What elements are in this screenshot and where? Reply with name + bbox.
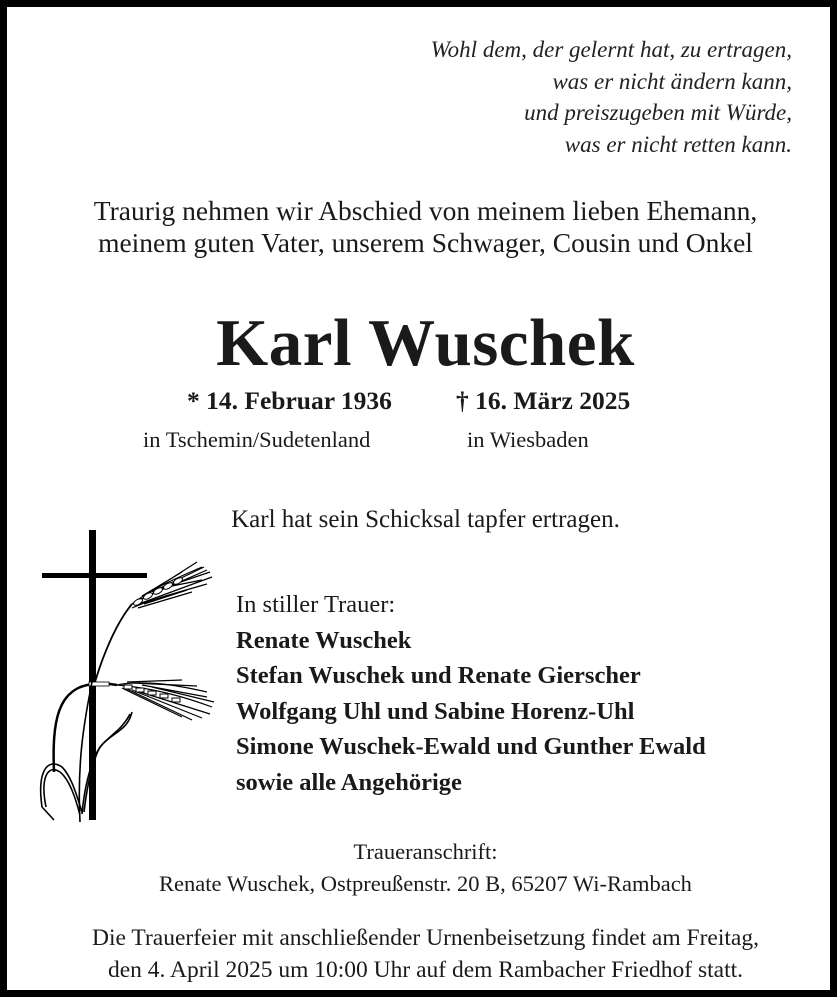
quote-line: was er nicht retten kann.	[564, 131, 792, 157]
quote-line: was er nicht ändern kann,	[552, 68, 792, 94]
intro-line: meinem guten Vater, unserem Schwager, Cousin und Onkel	[98, 227, 753, 258]
address-value: Renate Wuschek, Ostpreußenstr. 20 B, 65207 Wi-Rambach	[159, 871, 692, 896]
mourner-name: Wolfgang Uhl und Sabine Horenz-Uhl	[236, 697, 635, 725]
birth-date: * 14. Februar 1936	[187, 386, 392, 415]
cross-with-wheat-icon	[32, 522, 222, 822]
mourners-block	[236, 587, 706, 801]
quote-line: Wohl dem, der gelernt hat, zu ertragen,	[430, 37, 792, 62]
mourner-name: Stefan Wuschek und Renate Gierscher	[236, 662, 641, 690]
mourners-heading: In stiller Trauer:	[236, 591, 396, 618]
birth-place: in Tschemin/Sudetenland	[143, 427, 371, 452]
mourning-address	[7, 836, 837, 900]
death-date: † 16. März 2025	[456, 386, 631, 415]
ceremony-line: Die Trauerfeier mit anschließender Urnenbeisetzung findet am Freitag,	[92, 925, 759, 951]
intro-text	[7, 195, 837, 259]
address-label: Traueranschrift:	[353, 839, 498, 864]
ceremony-line: den 4. April 2025 um 10:00 Uhr auf dem Rambacher Friedhof statt.	[107, 957, 744, 983]
mourner-name: Simone Wuschek-Ewald und Gunther Ewald	[236, 733, 706, 761]
deceased-name: Karl Wuschek	[216, 306, 635, 380]
intro-line: Traurig nehmen wir Abschied von meinem lieben Ehemann,	[93, 195, 758, 226]
mourner-name: sowie alle Angehörige	[236, 768, 462, 796]
quote-line: und preiszugeben mit Würde,	[524, 100, 792, 126]
quote-block	[431, 34, 792, 160]
ceremony-info	[7, 922, 837, 986]
death-place: in Wiesbaden	[467, 427, 589, 452]
motto: Karl hat sein Schicksal tapfer ertragen.	[231, 506, 620, 533]
mourner-name: Renate Wuschek	[236, 626, 412, 654]
